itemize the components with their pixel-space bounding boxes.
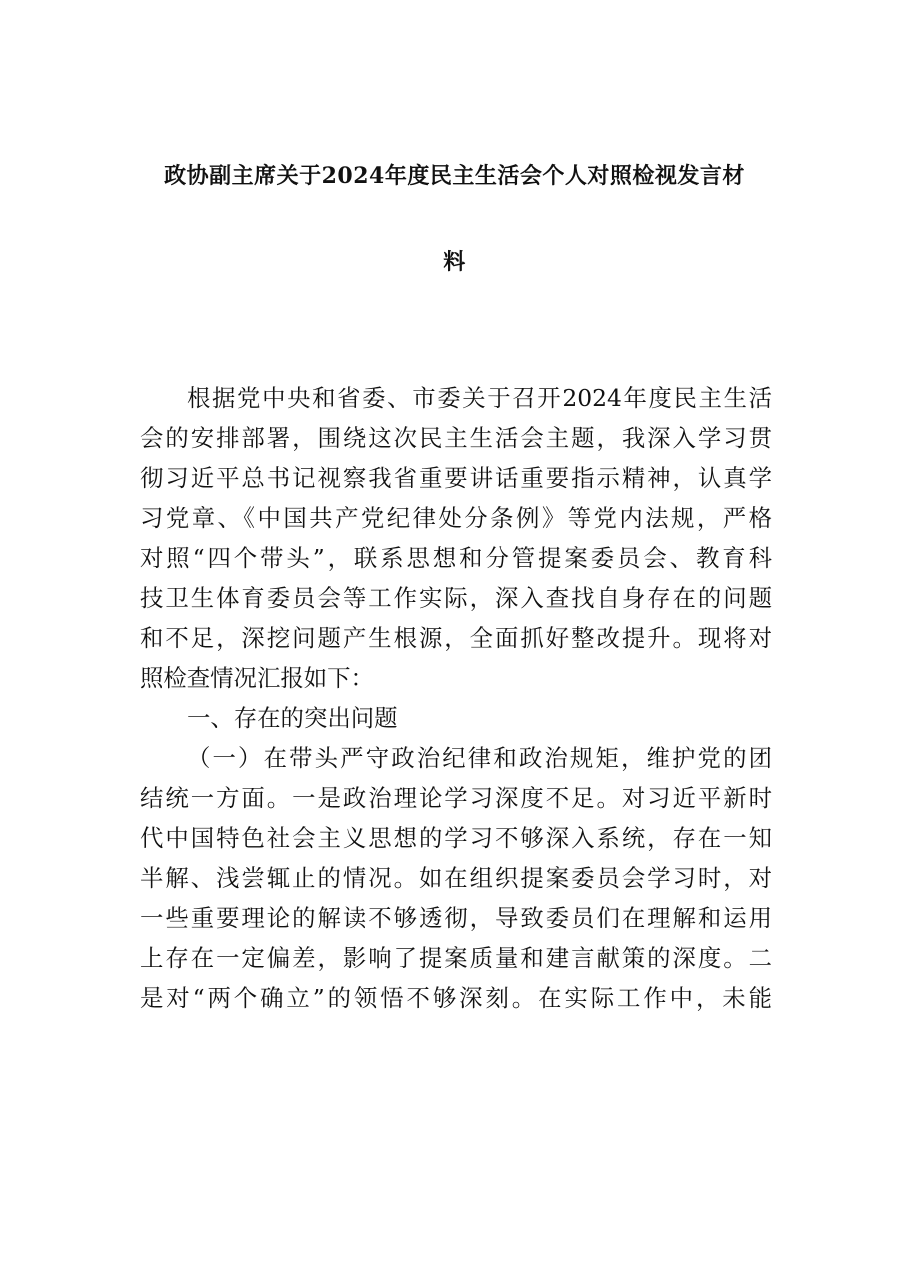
paragraph-1-line: 会的安排部署，围绕这次民主生活会主题，我深入学习贯 <box>140 424 772 452</box>
paragraph-2-line: 代中国特色社会主义思想的学习不够深入系统，存在一知 <box>140 824 772 852</box>
paragraph-2-line: 一些重要理论的解读不够透彻，导致委员们在理解和运用 <box>140 904 772 932</box>
paragraph-1-line: 照检查情况汇报如下： <box>140 664 374 692</box>
document-body <box>140 378 772 1018</box>
paragraph-1-line: 根据党中央和省委、市委关于召开2024年度民主生活 <box>187 384 772 412</box>
paragraph-1-line: 习党章、《中国共产党纪律处分条例》等党内法规，严格 <box>140 504 772 532</box>
paragraph-2-line: 结统一方面。一是政治理论学习深度不足。对习近平新时 <box>140 784 772 812</box>
paragraph-2-line: 上存在一定偏差，影响了提案质量和建言献策的深度。二 <box>140 944 772 972</box>
document-title-line-2: 料 <box>443 249 466 275</box>
paragraph-2-line: （一）在带头严守政治纪律和政治规矩，维护党的团 <box>187 744 772 772</box>
document-title-line-1: 政协副主席关于2024年度民主生活会个人对照检视发言材 <box>164 163 745 189</box>
section-heading: 一、存在的突出问题 <box>187 704 398 732</box>
paragraph-1-line: 彻习近平总书记视察我省重要讲话重要指示精神，认真学 <box>140 464 772 492</box>
paragraph-2-line: 半解、浅尝辄止的情况。如在组织提案委员会学习时，对 <box>140 864 772 892</box>
paragraph-1-line: 对照“四个带头”，联系思想和分管提案委员会、教育科 <box>140 544 772 572</box>
paragraph-2-line: 是对“两个确立”的领悟不够深刻。在实际工作中，未能 <box>140 984 772 1012</box>
paragraph-1-line: 技卫生体育委员会等工作实际，深入查找自身存在的问题 <box>140 584 772 612</box>
paragraph-1-line: 和不足，深挖问题产生根源，全面抓好整改提升。现将对 <box>140 624 772 652</box>
